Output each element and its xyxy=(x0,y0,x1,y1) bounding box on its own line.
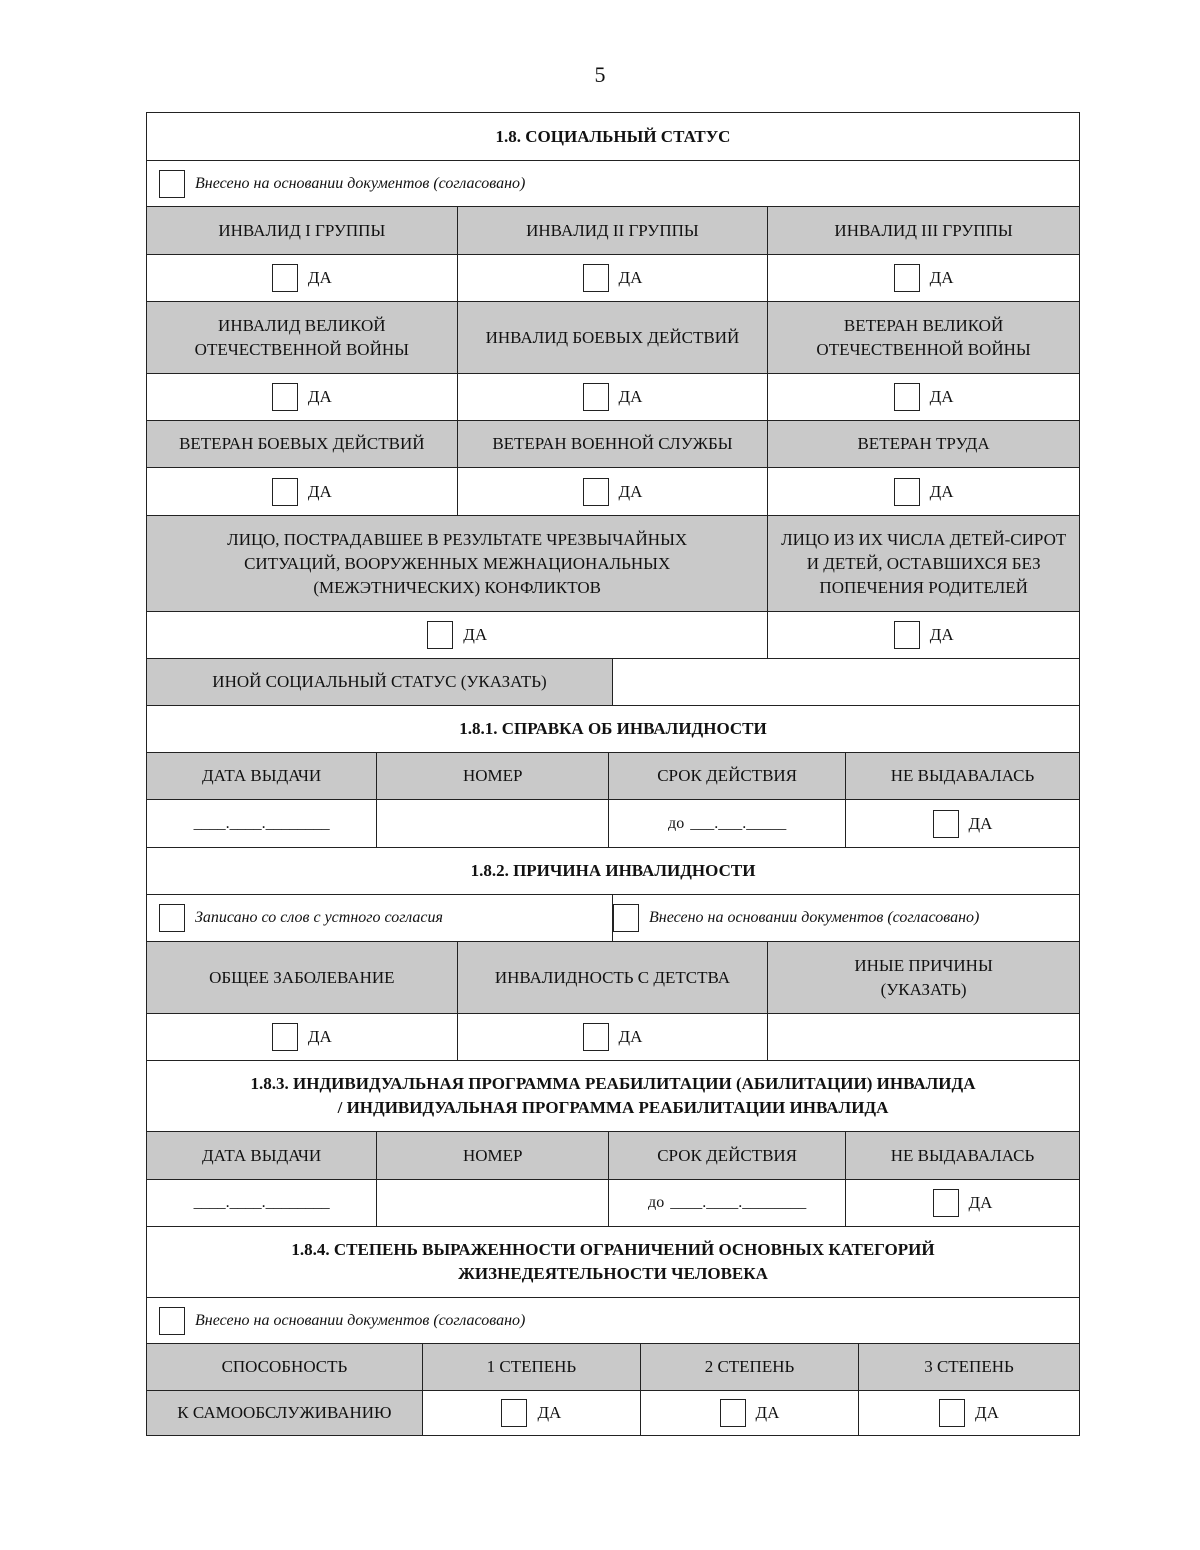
answer-degree-3 xyxy=(859,1391,1079,1435)
header-not-issued: НЕ ВЫДАВАЛАСЬ xyxy=(846,1132,1079,1179)
cause-answers xyxy=(147,1014,1079,1061)
section-1-8-1-header xyxy=(147,706,1079,753)
limitations-note-row xyxy=(147,1298,1079,1344)
checkbox-degree-2[interactable] xyxy=(720,1399,746,1427)
section-1-8-3-header xyxy=(147,1061,1079,1132)
yes-label: ДА xyxy=(968,813,993,833)
header-childhood-disability: ИНВАЛИДНОСТЬ С ДЕТСТВА xyxy=(458,942,769,1013)
checkbox-combat-invalid[interactable] xyxy=(583,383,609,411)
yes-label: ДА xyxy=(929,625,954,644)
docs-note-label: Внесено на основании документов (согласовано) xyxy=(649,909,980,926)
checkbox-labor-veteran[interactable] xyxy=(894,478,920,506)
number-field[interactable] xyxy=(377,1180,609,1226)
oral-note xyxy=(147,895,613,941)
header-validity: СРОК ДЕЙСТВИЯ xyxy=(609,753,846,799)
section-title-line-1: 1.8.4. СТЕПЕНЬ ВЫРАЖЕННОСТИ ОГРАНИЧЕНИЙ ОСНОВНЫХ КАТЕГОРИЙ xyxy=(291,1240,935,1259)
checkbox-general-disease[interactable] xyxy=(272,1023,298,1051)
section-title-line-2: / ИНДИВИДУАЛЬНАЯ ПРОГРАММА РЕАБИЛИТАЦИИ ИНВАЛИДА xyxy=(337,1098,889,1117)
header-emergency-victim: ЛИЦО, ПОСТРАДАВШЕЕ В РЕЗУЛЬТАТЕ ЧРЕЗВЫЧАЙНЫХ СИТУАЦИЙ, ВООРУЖЕННЫХ МЕЖНАЦИОНАЛЬНЫХ (МЕЖЭТНИЧЕСКИХ) КОНФЛИКТОВ xyxy=(147,516,768,611)
yes-label: ДА xyxy=(618,268,643,287)
yes-label: ДА xyxy=(929,387,954,406)
header-wwii-invalid: ИНВАЛИД ВЕЛИКОЙ ОТЕЧЕСТВЕННОЙ ВОЙНЫ xyxy=(147,302,458,373)
header-not-issued: НЕ ВЫДАВАЛАСЬ xyxy=(846,753,1079,799)
not-issued-answer xyxy=(846,1180,1079,1226)
answer-combat-veteran xyxy=(147,468,458,515)
header-validity: СРОК ДЕЙСТВИЯ xyxy=(609,1132,846,1179)
cause-headers xyxy=(147,942,1079,1014)
documents-note xyxy=(147,161,1079,206)
yes-label: ДА xyxy=(929,481,954,501)
header-orphan: ЛИЦО ИЗ ИХ ЧИСЛА ДЕТЕЙ-СИРОТ И ДЕТЕЙ, ОСТАВШИХСЯ БЕЗ ПОПЕЧЕНИЯ РОДИТЕЛЕЙ xyxy=(768,516,1079,611)
number-field[interactable] xyxy=(377,800,609,847)
self-care-label: К САМООБСЛУЖИВАНИЮ xyxy=(147,1391,423,1435)
yes-label: ДА xyxy=(618,1027,643,1046)
header-number: НОМЕР xyxy=(377,1132,609,1179)
answer-general-disease xyxy=(147,1014,458,1060)
header-issue-date: ДАТА ВЫДАЧИ xyxy=(147,1132,377,1179)
checkbox-emergency-victim[interactable] xyxy=(427,621,453,649)
other-status-label: ИНОЙ СОЦИАЛЬНЫЙ СТАТУС (УКАЗАТЬ) xyxy=(147,659,613,705)
section-1-8-header xyxy=(147,113,1079,161)
header-group-1: ИНВАЛИД I ГРУППЫ xyxy=(147,207,458,254)
checkbox-group-3[interactable] xyxy=(894,264,920,292)
degree-headers xyxy=(147,1344,1079,1391)
not-issued-answer xyxy=(846,800,1079,847)
other-status-row xyxy=(147,659,1079,706)
header-labor-veteran: ВЕТЕРАН ТРУДА xyxy=(768,421,1079,467)
answer-group-1 xyxy=(147,255,458,301)
until-label: до xyxy=(648,1194,665,1211)
oral-note-label: Записано со слов с устного согласия xyxy=(195,909,443,926)
special-status-answers xyxy=(147,612,1079,659)
checkbox-not-issued[interactable] xyxy=(933,810,959,838)
until-label: до xyxy=(668,814,685,832)
yes-label: ДА xyxy=(537,1403,562,1422)
docs-note xyxy=(613,895,1079,941)
answer-degree-1 xyxy=(423,1391,641,1435)
answer-group-2 xyxy=(458,255,769,301)
header-issue-date: ДАТА ВЫДАЧИ xyxy=(147,753,377,799)
section-title: 1.8.1. СПРАВКА ОБ ИНВАЛИДНОСТИ xyxy=(459,719,767,738)
answer-wwii-veteran xyxy=(768,374,1079,420)
yes-label: ДА xyxy=(307,268,332,287)
answer-degree-2 xyxy=(641,1391,859,1435)
checkbox-degree-3[interactable] xyxy=(939,1399,965,1427)
checkbox-wwii-invalid[interactable] xyxy=(272,383,298,411)
documents-checkbox[interactable] xyxy=(159,170,185,198)
checkbox-degree-1[interactable] xyxy=(501,1399,527,1427)
section-title: 1.8. СОЦИАЛЬНЫЙ СТАТУС xyxy=(495,126,731,146)
certificate-values xyxy=(147,800,1079,848)
answer-military-veteran xyxy=(458,468,769,515)
documents-note-label: Внесено на основании документов (согласовано) xyxy=(195,174,526,192)
certificate-headers xyxy=(147,753,1079,800)
yes-label: ДА xyxy=(463,625,488,644)
yes-label: ДА xyxy=(975,1403,999,1422)
section-title-line-2: ЖИЗНЕДЕЯТЕЛЬНОСТИ ЧЕЛОВЕКА xyxy=(458,1264,768,1283)
answer-labor-veteran xyxy=(768,468,1079,515)
other-causes-field[interactable] xyxy=(768,1014,1079,1060)
header-general-disease: ОБЩЕЕ ЗАБОЛЕВАНИЕ xyxy=(147,942,458,1013)
header-degree-2: 2 СТЕПЕНЬ xyxy=(641,1344,859,1390)
header-group-2: ИНВАЛИД II ГРУППЫ xyxy=(458,207,769,254)
header-other-causes: ИНЫЕ ПРИЧИНЫ (УКАЗАТЬ) xyxy=(768,942,1079,1013)
section-title xyxy=(147,1061,1079,1131)
validity-field[interactable] xyxy=(609,1180,846,1226)
answer-wwii-invalid xyxy=(147,374,458,420)
page-number: 5 xyxy=(594,62,606,87)
section-1-8-4-header xyxy=(147,1227,1079,1298)
limitations-note xyxy=(147,1298,1079,1343)
header-wwii-veteran: ВЕТЕРАН ВЕЛИКОЙ ОТЕЧЕСТВЕННОЙ ВОЙНЫ xyxy=(768,302,1079,373)
oral-consent-checkbox[interactable] xyxy=(159,904,185,932)
issue-date-field[interactable]: ____.____.________ xyxy=(147,800,377,847)
limitations-documents-checkbox[interactable] xyxy=(159,1307,185,1335)
yes-label: ДА xyxy=(968,1193,993,1212)
limitations-note-label: Внесено на основании документов (согласовано) xyxy=(195,1311,526,1329)
yes-label: ДА xyxy=(307,1027,332,1046)
answer-orphan xyxy=(768,612,1079,658)
veteran-answers-1 xyxy=(147,374,1079,421)
program-values xyxy=(147,1180,1079,1227)
veteran-answers-2 xyxy=(147,468,1079,516)
answer-childhood-disability xyxy=(458,1014,769,1060)
section-title xyxy=(147,1227,1079,1297)
section-1-8-2-header xyxy=(147,848,1079,895)
social-status-form xyxy=(146,112,1080,1436)
self-care-row xyxy=(147,1391,1079,1435)
issue-date-field[interactable]: ____.____.________ xyxy=(147,1180,377,1226)
checkbox-wwii-veteran[interactable] xyxy=(894,383,920,411)
until-blank: ____.____.________ xyxy=(670,1194,807,1211)
checkbox-group-1[interactable] xyxy=(272,264,298,292)
header-number: НОМЕР xyxy=(377,753,609,799)
header-group-3: ИНВАЛИД III ГРУППЫ xyxy=(768,207,1079,254)
validity-field[interactable] xyxy=(609,800,846,847)
answer-emergency-victim xyxy=(147,612,768,658)
program-headers xyxy=(147,1132,1079,1180)
header-combat-veteran: ВЕТЕРАН БОЕВЫХ ДЕЙСТВИЙ xyxy=(147,421,458,467)
yes-label: ДА xyxy=(929,268,954,287)
yes-label: ДА xyxy=(307,387,332,406)
header-ability: СПОСОБНОСТЬ xyxy=(147,1344,423,1390)
documents-note-row xyxy=(147,161,1079,207)
answer-group-3 xyxy=(768,255,1079,301)
section-title-line-1: 1.8.3. ИНДИВИДУАЛЬНАЯ ПРОГРАММА РЕАБИЛИТАЦИИ (АБИЛИТАЦИИ) ИНВАЛИДА xyxy=(250,1074,976,1093)
checkbox-group-2[interactable] xyxy=(583,264,609,292)
disability-group-headers xyxy=(147,207,1079,255)
header-degree-1: 1 СТЕПЕНЬ xyxy=(423,1344,641,1390)
checkbox-not-issued[interactable] xyxy=(933,1189,959,1217)
other-status-field[interactable] xyxy=(613,659,1079,705)
disability-group-answers xyxy=(147,255,1079,302)
yes-label: ДА xyxy=(618,387,643,406)
answer-combat-invalid xyxy=(458,374,769,420)
until-blank: ___.___._____ xyxy=(690,814,787,832)
veteran-headers-1 xyxy=(147,302,1079,374)
header-degree-3: 3 СТЕПЕНЬ xyxy=(859,1344,1079,1390)
checkbox-childhood-disability[interactable] xyxy=(583,1023,609,1051)
yes-label: ДА xyxy=(307,481,332,501)
docs-agreed-checkbox[interactable] xyxy=(613,904,639,932)
cause-source-notes xyxy=(147,895,1079,942)
veteran-headers-2 xyxy=(147,421,1079,468)
header-combat-invalid: ИНВАЛИД БОЕВЫХ ДЕЙСТВИЙ xyxy=(458,302,769,373)
yes-label: ДА xyxy=(755,1403,780,1422)
checkbox-orphan[interactable] xyxy=(894,621,920,649)
checkbox-combat-veteran[interactable] xyxy=(272,478,298,506)
header-military-veteran: ВЕТЕРАН ВОЕННОЙ СЛУЖБЫ xyxy=(458,421,769,467)
special-status-headers xyxy=(147,516,1079,612)
checkbox-military-veteran[interactable] xyxy=(583,478,609,506)
section-title: 1.8.2. ПРИЧИНА ИНВАЛИДНОСТИ xyxy=(470,861,756,880)
yes-label: ДА xyxy=(618,481,643,501)
